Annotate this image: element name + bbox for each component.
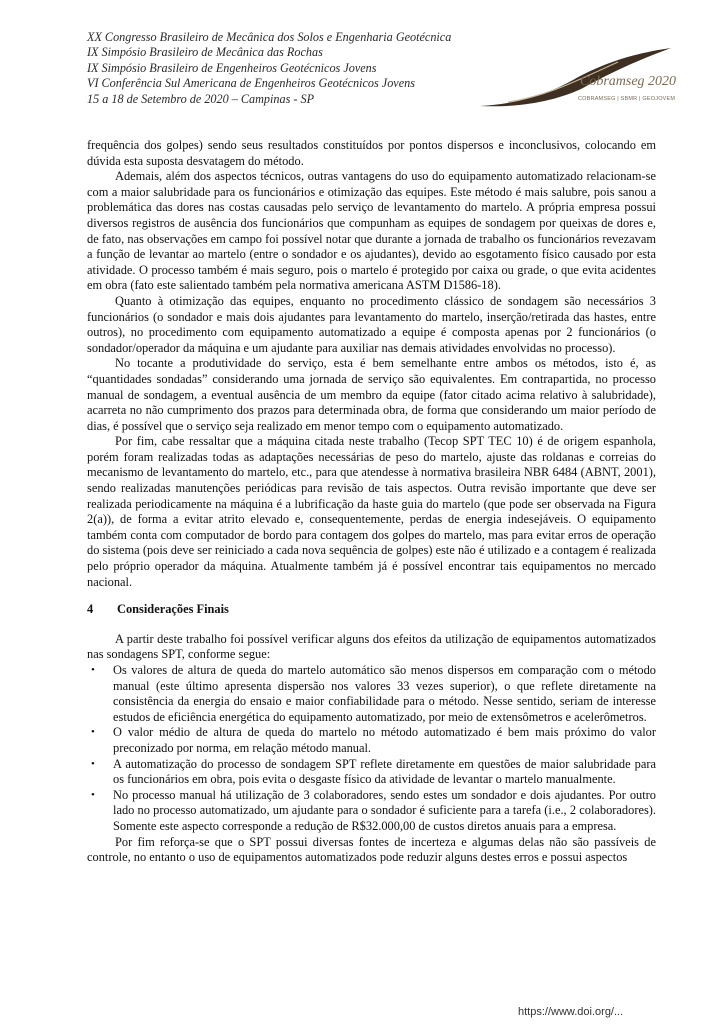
header-line-2: IX Simpósio Brasileiro de Mecânica das Rochas (87, 45, 323, 60)
list-item: • O valor médio de altura de queda do martelo no método automatizado é bem mais próximo do valor preconizado por norma, em relação método manual. (91, 725, 656, 755)
list-item: • No processo manual há utilização de 3 colaboradores, sendo estes um sondador e dois ajudantes. Por outro lado no processo automatizado, um ajudante para o sondador é suficiente para a tarefa (i.e., 2 colaboradores). Somente este aspecto corresponde a redução de R$32.000,00 de custos diretos anuais para a empresa. (91, 787, 656, 833)
header-line-5: 15 a 18 de Setembro de 2020 – Campinas - SP (87, 91, 315, 106)
list-item: • A automatização do processo de sondagem SPT reflete diretamente em questões de maior salubridade para os funcionários em obra, pois evita o desgaste físico da atividade de levantar o martelo manualmente. (91, 756, 656, 787)
header-line-4: VI Conferência Sul Americana de Engenheiros Geotécnicos Jovens (87, 76, 415, 91)
bullet-icon: • (91, 664, 95, 676)
header-line-3: IX Simpósio Brasileiro de Engenheiros Geotécnicos Jovens (87, 60, 377, 75)
paragraph-team-optimization: Quanto à otimização das equipes, enquanto no procedimento clássico de sondagem são necessários 3 funcionários (o sondador e mais dois ajudantes para levantamento do martelo, inserção/retirada das hastes, entre outros), no procedimento com equipamento automatizado a equipe é composta apenas por 2 funcionários (o sondador/operador da máquina e um ajudante para auxiliar nas demais atividades envolvidas no processo). (87, 293, 656, 355)
paragraph-advantages: Ademais, além dos aspectos técnicos, outras vantagens do uso do equipamento automatizado relacionam-se com a maior salubridade para os funcionários e otimização das equipes. Este método é mais salubre, pois sanou a problemática das dores nas costas causadas pelo serviço de levantamento do martelo. A própria empresa possui diversos registros de ausência dos funcionários que compunham as equipes de sondagem por queixas de dores e, de fato, nas observações em campo foi possível notar que durante a jornada de trabalho os funcionários revezavam a função de levantar ao martelo (entre o sondador e os ajudantes), devido ao esgotamento físico causado por esta atividade. O processo também é mais seguro, pois o martelo é protegido por caixa ou grade, o que evita acidentes em obra (fato este salientado também pela normativa americana ASTM D1586-18). (87, 169, 656, 293)
list-item: • Os valores de altura de queda do martelo automático são menos dispersos em comparação com o método manual (este último apresenta dispersão nos valores 33 vezes superior), o que reflete diretamente na consistência da energia do ensaio e maior confiabilidade para o método. Nesse sentido, seriam de interesse estudos de eficiência energética do equipamento automatizado, por meio de extensômetros e acelerômetros. (91, 663, 656, 724)
bullet-icon: • (91, 788, 95, 801)
paragraph-machine-adaptations: Por fim, cabe ressaltar que a máquina citada neste trabalho (Tecop SPT TEC 10) é de origem espanhola, porém foram realizadas todas as adaptações necessárias de peso do martelo, ajuste das roldanas e correias do mecanismo de levantamento do martelo, etc., para que atendesse à normativa brasileira NBR 6484 (ABNT, 2001), sendo realizadas manutenções periódicas para revisão de tais aspectos. Outra revisão importante que deve ser realizada periodicamente na máquina é a lubrificação da haste guia do martelo (que pode ser observada na Figura 2(a)), de forma a evitar atrito elevado e, consequentemente, perdas de energia indesejáveis. O equipamento também conta com computador de bordo para contagem dos golpes do martelo, mas para evitar erros de operação do sistema (pois deve ser reiniciado a cada nova sequência de golpes) este não é utilizado e a contagem é realizada pelo próprio operador da máquina. Atualmente também já é possível encontrar tais equipamentos no mercado nacional. (87, 434, 656, 589)
paragraph-conclusions-intro: A partir deste trabalho foi possível verificar alguns dos efeitos da utilização de equipamentos automatizados nas sondagens SPT, conforme segue: (87, 631, 656, 662)
paragraph-closing: Por fim reforça-se que o SPT possui diversas fontes de incerteza e algumas delas não são passíveis de controle, no entanto o uso de equipamentos automatizados pode reduzir alguns destes erros e possui aspectos (87, 834, 656, 865)
section-number: 4 (87, 602, 94, 617)
section-heading (87, 602, 656, 618)
conference-header (87, 30, 507, 107)
bullet-icon: • (91, 757, 95, 770)
logo-title: Cobramseg 2020 (580, 74, 677, 89)
logo-subtitle: COBRAMSEG | SBMR | GEOJOVEM (578, 96, 676, 102)
paragraph-continuation: frequência dos golpes) sendo seus resultados constituídos por pontos dispersos e inconclusivos, colocando em dúvida esta suposta desvatagem do método. (87, 138, 656, 168)
bullet-icon: • (91, 726, 95, 739)
header-line-1: XX Congresso Brasileiro de Mecânica dos Solos e Engenharia Geotécnica (87, 30, 452, 44)
page-body (87, 138, 656, 866)
conclusions-list (87, 663, 656, 835)
section-title: Considerações Finais (117, 602, 229, 617)
paragraph-productivity: No tocante a produtividade do serviço, esta é bem semelhante entre ambos os métodos, isto é, as “quantidades sondadas” considerando uma jornada de serviço são equivalentes. Em contrapartida, no processo manual de sondagem, a eventual ausência de um membro da equipe (fator citado acima relativo à salubridade), acarreta no não cumprimento dos prazos para determinada obra, de forma que considerando um maior período de dias, é possível que o serviço seja realizado em menor tempo com o equipamento automatizado. (87, 356, 656, 433)
footer-url[interactable]: https://www.doi.org/... (518, 1006, 624, 1018)
